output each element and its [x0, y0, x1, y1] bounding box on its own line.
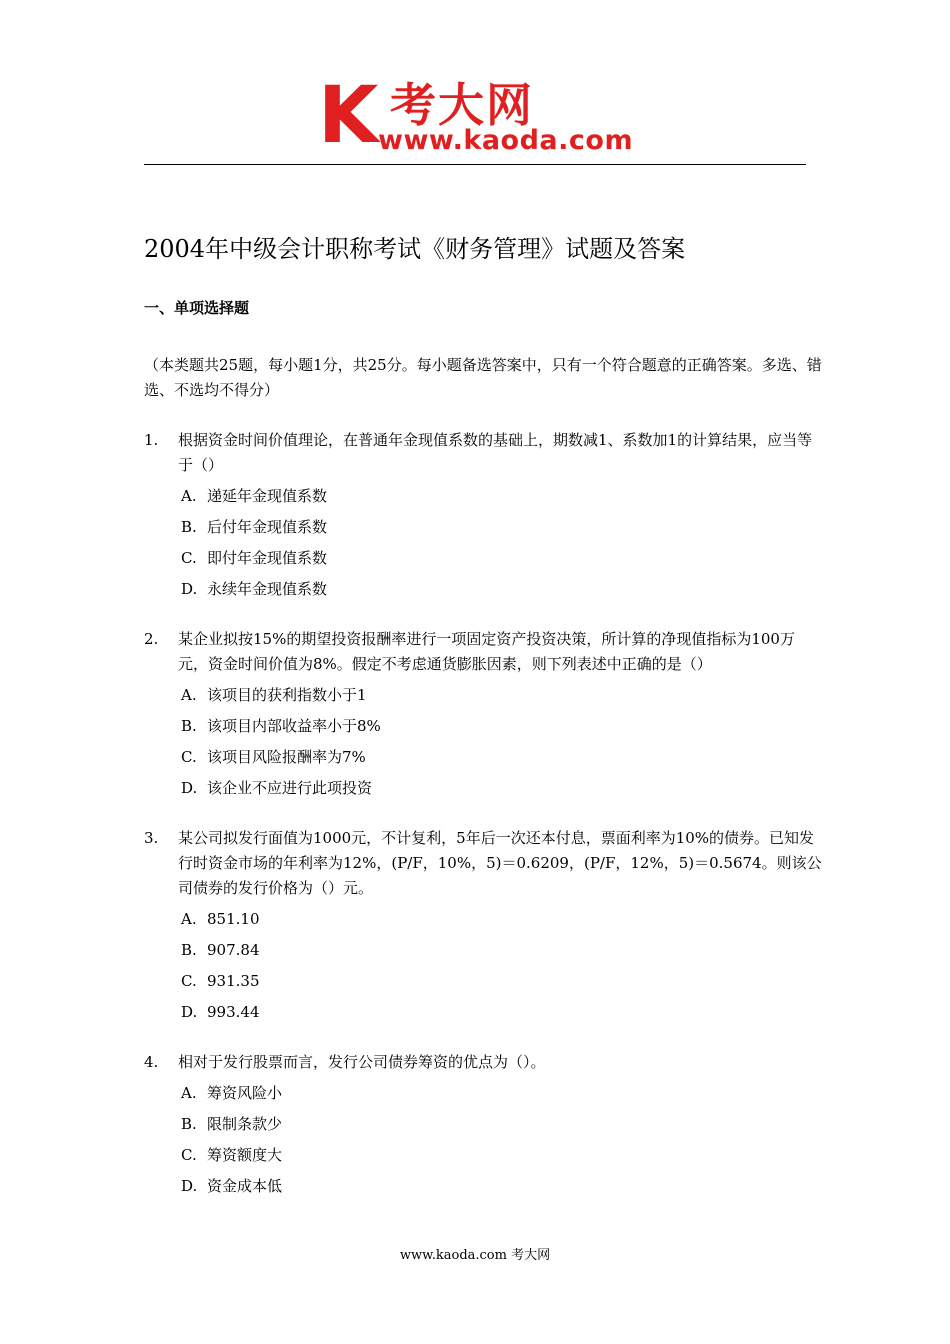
option-b	[181, 1112, 824, 1143]
option-text: 该项目的获利指数小于1	[207, 686, 367, 704]
option-d	[181, 1000, 824, 1031]
option-letter: D.	[181, 1177, 198, 1195]
option-c	[181, 546, 824, 577]
option-list	[181, 1081, 824, 1205]
option-list	[181, 484, 824, 608]
option-text: 资金成本低	[207, 1177, 283, 1195]
option-text: 递延年金现值系数	[207, 487, 328, 505]
question-number: 4.	[144, 1053, 159, 1071]
option-d	[181, 1174, 824, 1205]
option-letter: D.	[181, 580, 198, 598]
option-letter: B.	[181, 941, 197, 959]
option-text: 该项目内部收益率小于8%	[207, 717, 381, 735]
option-text: 907.84	[207, 941, 260, 959]
option-a	[181, 907, 824, 938]
option-c	[181, 969, 824, 1000]
option-letter: B.	[181, 518, 197, 536]
option-letter: C.	[181, 549, 197, 567]
page-footer: www.kaoda.com 考大网	[399, 1248, 551, 1263]
option-letter: D.	[181, 1003, 198, 1021]
option-a	[181, 1081, 824, 1112]
question-number: 3.	[144, 829, 159, 847]
option-d	[181, 577, 824, 608]
option-letter: B.	[181, 1115, 197, 1133]
section-instructions: （本类题共25题，每小题1分，共25分。每小题备选答案中，只有一个符合题意的正确答案。多选、错选、不选均不得分）	[144, 356, 822, 399]
option-text: 筹资额度大	[207, 1146, 283, 1164]
question-1	[144, 428, 824, 608]
option-d	[181, 776, 824, 807]
option-list	[181, 683, 824, 807]
option-c	[181, 1143, 824, 1174]
option-letter: A.	[181, 910, 197, 928]
question-number: 2.	[144, 630, 159, 648]
question-stem: 某企业拟按15%的期望投资报酬率进行一项固定资产投资决策，所计算的净现值指标为100万元，资金时间价值为8%。假定不考虑通货膨胀因素，则下列表述中正确的是（）	[178, 630, 795, 673]
option-text: 该项目风险报酬率为7%	[207, 748, 366, 766]
section-heading: 一、单项选择题	[144, 299, 250, 317]
option-list	[181, 907, 824, 1031]
question-stem: 某公司拟发行面值为1000元，不计复利，5年后一次还本付息，票面利率为10%的债券。已知发行时资金市场的年利率为12%，(P/F，10%，5)＝0.6209，(P/F，12%，5)＝0.5674。则该公司债券的发行价格为（）元。	[178, 829, 822, 897]
option-text: 筹资风险小	[207, 1084, 283, 1102]
question-number: 1.	[144, 431, 159, 449]
option-text: 后付年金现值系数	[207, 518, 328, 536]
logo-site-url: www.kaoda.com	[378, 125, 634, 156]
logo-site-name: 考大网	[390, 78, 534, 132]
option-b	[181, 938, 824, 969]
option-letter: A.	[181, 1084, 197, 1102]
question-stem: 相对于发行股票而言，发行公司债券筹资的优点为（）。	[178, 1053, 546, 1071]
option-text: 993.44	[207, 1003, 260, 1021]
question-2	[144, 627, 824, 807]
option-text: 即付年金现值系数	[207, 549, 328, 567]
question-stem: 根据资金时间价值理论，在普通年金现值系数的基础上，期数减1、系数加1的计算结果，应当等于（）	[178, 431, 813, 474]
option-letter: B.	[181, 717, 197, 735]
option-letter: C.	[181, 972, 197, 990]
option-c	[181, 745, 824, 776]
question-4	[144, 1050, 824, 1205]
option-letter: D.	[181, 779, 198, 797]
logo-k-mark: K	[318, 71, 375, 161]
option-text: 851.10	[207, 910, 260, 928]
option-letter: A.	[181, 686, 197, 704]
option-text: 永续年金现值系数	[207, 580, 328, 598]
option-letter: A.	[181, 487, 197, 505]
option-text: 该企业不应进行此项投资	[207, 779, 373, 797]
option-text: 931.35	[207, 972, 260, 990]
document-title: 2004年中级会计职称考试《财务管理》试题及答案	[144, 235, 686, 263]
option-text: 限制条款少	[207, 1115, 283, 1133]
kaoda-logo	[318, 71, 648, 162]
question-3	[144, 826, 824, 1031]
option-letter: C.	[181, 1146, 197, 1164]
option-b	[181, 714, 824, 745]
option-a	[181, 484, 824, 515]
header-divider	[144, 164, 806, 165]
option-b	[181, 515, 824, 546]
option-a	[181, 683, 824, 714]
option-letter: C.	[181, 748, 197, 766]
